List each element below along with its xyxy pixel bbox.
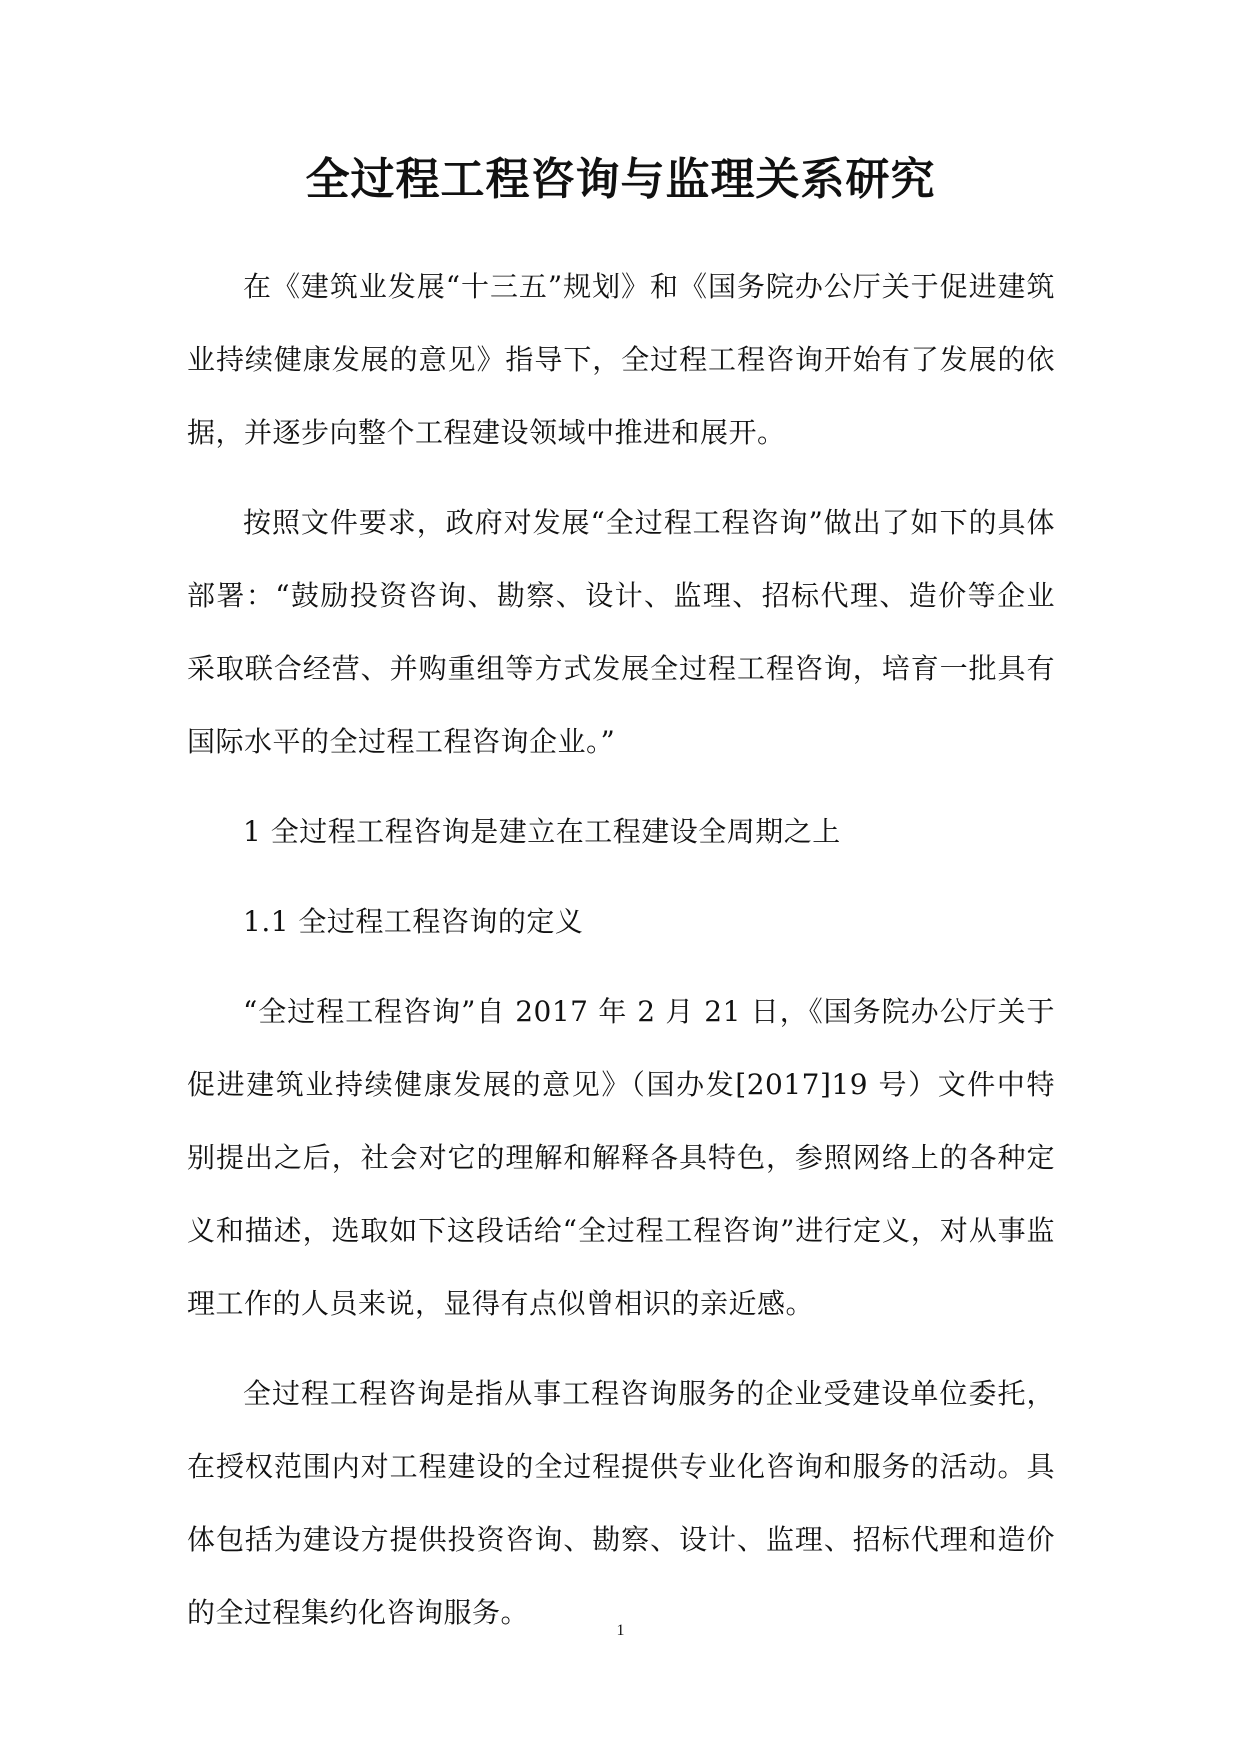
paragraph-definition: 全过程工程咨询是指从事工程咨询服务的企业受建设单位委托，在授权范围内对工程建设的全过程提供专业化咨询和服务的活动。具体包括为建设方提供投资咨询、勘察、设计、监理、招标代理和造价的全过程集约化咨询服务。 <box>187 1377 1055 1629</box>
page-number: 1 <box>616 1622 625 1639</box>
document-body <box>187 250 1055 1666</box>
paragraph-deployment: 按照文件要求，政府对发展“全过程工程咨询”做出了如下的具体部署：“鼓励投资咨询、勘察、设计、监理、招标代理、造价等企业采取联合经营、并购重组等方式发展全过程工程咨询，培育一批具有国际水平的全过程工程咨询企业。” <box>187 506 1055 758</box>
section-heading-1: 1 全过程工程咨询是建立在工程建设全周期之上 <box>243 815 841 848</box>
document-title: 全过程工程咨询与监理关系研究 <box>305 154 936 205</box>
paragraph-definition-context: “全过程工程咨询”自 2017 年 2 月 21 日，《国务院办公厅关于促进建筑业持续健康发展的意见》（国办发[2017]19 号）文件中特别提出之后，社会对它的理解和解释各具特色，参照网络上的各种定义和描述，选取如下这段话给“全过程工程咨询”进行定义，对从事监理工作的人员来说，显得有点似曾相识的亲近感。 <box>187 995 1055 1320</box>
paragraph-intro: 在《建筑业发展“十三五”规划》和《国务院办公厅关于促进建筑业持续健康发展的意见》指导下，全过程工程咨询开始有了发展的依据，并逐步向整个工程建设领域中推进和展开。 <box>187 270 1055 449</box>
section-heading-1-1: 1.1 全过程工程咨询的定义 <box>243 905 584 938</box>
